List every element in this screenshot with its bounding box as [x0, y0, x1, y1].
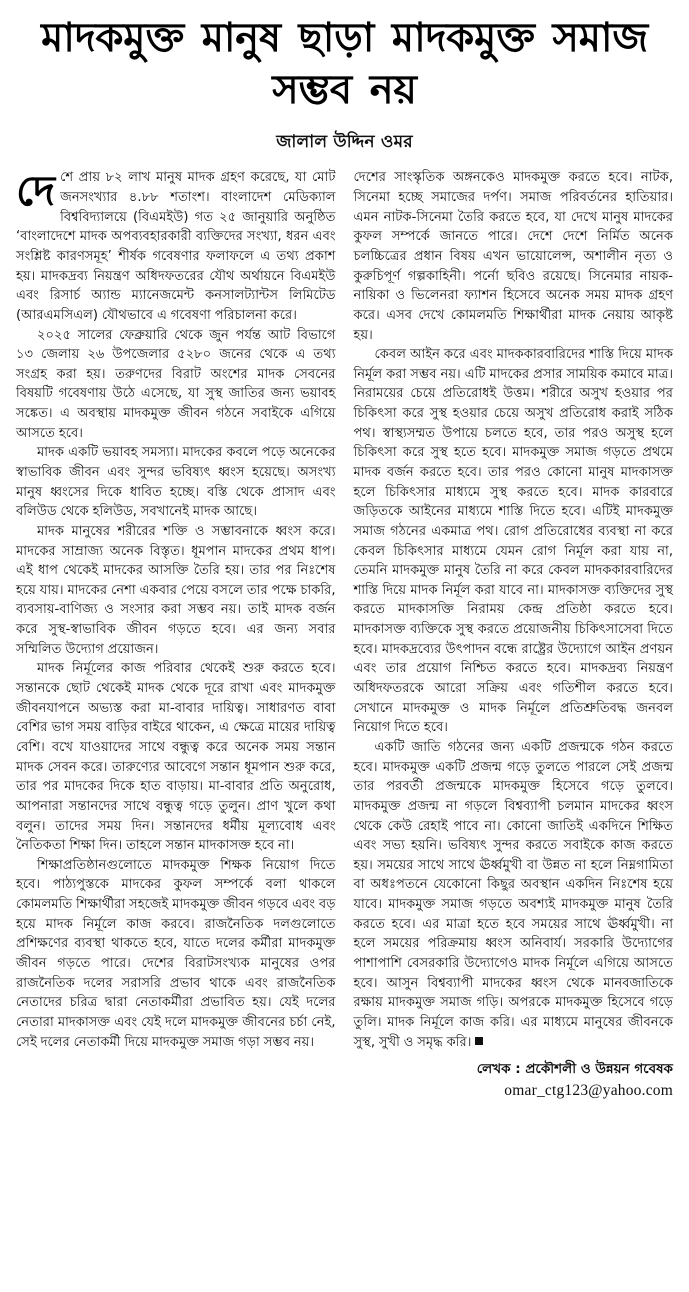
- paragraph-text: মাদক মানুষের শরীরের শক্তি ও সম্ভাবনাকে ধ্বংস করে। মাদকের সাম্রাজ্য অনেক বিস্তৃত। ধূমপান মাদকের প্রথম ধাপ। এই ধাপ থেকেই মাদকের আসক্তি তৈরি হয়। তার পর নিঃশেষ হয়ে যায়। মাদকের নেশা একবার পেয়ে বসলে তার পক্ষে চাকরি, ব্যবসায়-বাণিজ্য ও সংসার করা সম্ভব নয়। তাই মাদক বর্জন করে সুস্থ-স্বাভাবিক জীবন গড়তে হবে। এর জন্য সবার সম্মিলিত উদ্যোগ প্রয়োজন।: [16, 523, 336, 657]
- paragraph-text: মাদক একটি ভয়াবহ সমস্যা। মাদকের কবলে পড়ে অনেকের স্বাভাবিক জীবন এবং সুন্দর ভবিষ্যৎ ধ্বংস হয়েছে। অসংখ্য মানুষ ধ্বংসের দিকে ধাবিত হচ্ছে। বস্তি থেকে প্রাসাদ এবং বলিউড থেকে হলিউড, সবখানেই মাদক আছে।: [16, 445, 336, 520]
- page-title: মাদকমুক্ত মানুষ ছাড়া মাদকমুক্ত সমাজ সম্ভব নয়: [41, 15, 648, 113]
- author-byline: জালাল উদ্দিন ওমর: [276, 132, 413, 152]
- paragraph: [16, 443, 336, 522]
- paragraph: [16, 522, 336, 659]
- paragraph: [16, 659, 336, 855]
- column-left: [16, 168, 336, 1052]
- paragraph-text: একটি জাতি গঠনের জন্য একটি প্রজন্মকে গঠন করতে হবে। মাদকমুক্ত একটি প্রজন্ম গড়ে তুলতে পারলে সেই প্রজন্ম তার পরবর্তী প্রজন্মকে মাদকমুক্ত হিসেবে গড়ে তুলবে। মাদকমুক্ত প্রজন্ম না গড়লে বিশ্বব্যাপী চলমান মাদকের ধ্বংস থেকে কেউ রেহাই পাবে না। কোনো জাতিই একদিনে শিক্ষিত এবং সভ্য হয়নি। ভবিষ্যৎ সুন্দর করতে সবাইকে কাজ করতে হয়। সময়ের সাথে সাথে ঊর্ধ্বমুখী বা উন্নত না হলে নিম্নগামিতা বা অধঃপতনে যেকোনো কিছুর অবস্থান একদিন নিঃশেষ হয়ে যাবে। মাদকমুক্ত সমাজ গড়তে অবশ্যই মাদকমুক্ত মানুষ তৈরি করতে হবে। এর মাত্রা হতে হবে সময়ের সাথে ঊর্ধ্বমুখী। না হলে সময়ের পরিক্রমায় ধ্বংস অনিবার্য। সরকারি উদ্যোগের পাশাপাশি বেসরকারি উদ্যোগেও মাদক নির্মূলে এগিয়ে আসতে হবে। আসুন বিশ্বব্যাপী মাদকের ধ্বংস থেকে মানবজাতিকে রক্ষায় মাদকমুক্ত সমাজ গড়ি। অপরকে মাদকমুক্ত হিসেবে গড়ে তুলি। মাদক নির্মূলে কাজ করি। এর মাধ্যমে মানুষের জীবনকে সুস্থ, সুখী ও সমৃদ্ধ করি।: [353, 739, 673, 1050]
- paragraph: [16, 856, 336, 1052]
- drop-cap: দে: [16, 166, 56, 216]
- masthead: [0, 0, 689, 152]
- paragraph: [354, 168, 674, 345]
- author-credit: লেখক : প্রকৌশলী ও উন্নয়ন গবেষক: [476, 1061, 673, 1078]
- paragraph-text: ২০২৫ সালের ফেব্রুয়ারি থেকে জুন পর্যন্ত আট বিভাগে ১৩ জেলায় ২৬ উপজেলার ৫২৮০ জনের থেকে এ তথ্য সংগ্রহ করা হয়। তরুণদের বিরাট অংশের মাদক সেবনের বিষয়টি গবেষণায় উঠে এসেছে, যা সুস্থ জাতির জন্য ভয়াবহ সঙ্কেত। এ অবস্থায় মাদকমুক্ত জীবন গঠনে সবাইকে এগিয়ে আসতে হবে।: [16, 327, 336, 441]
- paragraph: [354, 738, 674, 1052]
- paragraph-text: কেবল আইন করে এবং মাদককারবারিদের শাস্তি দিয়ে মাদক নির্মূল করা সম্ভব নয়। এটি মাদকের প্রসার সাময়িক কমাবে মাত্র। নিরাময়ের চেয়ে প্রতিরোধই উত্তম। শরীরে অসুখ হওয়ার পর চিকিৎসা করে সুস্থ হওয়ার চেয়ে অসুখ প্রতিরোধ করাই সঠিক পথ। স্বাস্থ্যসম্মত উপায়ে চলতে হবে, তার পরও অসুস্থ হলে চিকিৎসা করে সুস্থ হতে হবে। মাদকমুক্ত সমাজ গড়তে প্রথমে মাদক বর্জন করতে হবে। তার পরও কোনো মানুষ মাদকাসক্ত হলে চিকিৎসার মাধ্যমে সুস্থ করতে হবে। মাদক কারবারে জড়িতকে আইনের মাধ্যমে শাস্তি দিতে হবে। এটিই মাদকমুক্ত সমাজ গঠনের একমাত্র পথ। রোগ প্রতিরোধের ব্যবস্থা না করে কেবল চিকিৎসার মাধ্যমে যেমন রোগ নির্মূল করা যায় না, তেমনি মাদকমুক্ত মানুষ তৈরি না করে কেবল মাদককারবারিদের শাস্তি দিয়ে মাদক নির্মূল করা যাবে না। মাদকাসক্ত ব্যক্তিদের সুস্থ করতে মাদকাসক্তি নিরাময় কেন্দ্র প্রতিষ্ঠা করতে হবে। মাদকাসক্ত ব্যক্তিকে সুস্থ করতে প্রয়োজনীয় চিকিৎসাসেবা দিতে হবে। মাদকদ্রব্যের উৎপাদন বন্ধে রাষ্ট্রের উদ্যোগে আইন প্রণয়ন এবং তার প্রয়োগ নিশ্চিত করতে হবে। মাদকদ্রব্য নিয়ন্ত্রণ অধিদফতরকে আরো সক্রিয় এবং গতিশীল করতে হবে। সেখানে মাদকমুক্ত ও মাদক নির্মূলে প্রতিশ্রুতিবদ্ধ জনবল নিয়োগ দিতে হবে।: [353, 347, 673, 736]
- paragraph: [354, 345, 674, 738]
- author-email: omar_ctg123@yahoo.com: [504, 1081, 673, 1099]
- column-right: [354, 168, 674, 1101]
- paragraph-text: শিক্ষাপ্রতিষ্ঠানগুলোতে মাদকমুক্ত শিক্ষক নিয়োগ দিতে হবে। পাঠ্যপুস্তকে মাদকের কুফল সম্পর্কে বলা থাকলে কোমলমতি শিক্ষার্থীরা সহজেই মাদকমুক্ত জীবন গড়বে এবং বড় হয়ে মাদক নির্মূলে কাজ করবে। রাজনৈতিক দলগুলোতে প্রশিক্ষণের ব্যবস্থা থাকতে হবে, যাতে দলের কর্মীরা মাদকমুক্ত জীবন গড়তে পারে। দেশের বিরাটসংখ্যক মানুষের ওপর রাজনৈতিক দলের সরাসরি প্রভাব থাকে এবং রাজনৈতিক নেতাদের চরিত্র দ্বারা নেতাকর্মীরা প্রভাবিত হয়। যেই দলের নেতারা মাদকাসক্ত এবং যেই দলে মাদকমুক্ত জীবনের চর্চা নেই, সেই দলের নেতাকর্মী দিয়ে মাদকমুক্ত সমাজ গড়া সম্ভব নয়।: [16, 857, 336, 1050]
- paragraph: [16, 326, 336, 444]
- end-of-article-mark: [475, 1037, 483, 1045]
- paragraph-text: দেশের সাংস্কৃতিক অঙ্গনকেও মাদকমুক্ত করতে হবে। নাটক, সিনেমা হচ্ছে সমাজের দর্পণ। সমাজ পরিবর্তনের হাতিয়ার। এমন নাটক-সিনেমা তৈরি করতে হবে, যা দেখে মানুষ মাদকের কুফল সম্পর্কে জানতে পারে। দেশে দেশে নির্মিত অনেক চলচ্চিত্রের প্রধান বিষয় এখন ভায়োলেন্স, অশালীন নৃত্য ও কুরুচিপূর্ণ গল্পকাহিনী। পর্নো ছবিও রয়েছে। সিনেমার নায়ক-নায়িকা ও ভিলেনরা ফ্যাশন হিসেবে অনেক সময় মাদক গ্রহণ করে। এসব দেখে কোমলমতি শিক্ষার্থীরা মাদক নেয়ায় আকৃষ্ট হয়।: [353, 170, 673, 343]
- paragraph-text: মাদক নির্মূলের কাজ পরিবার থেকেই শুরু করতে হবে। সন্তানকে ছোট থেকেই মাদক থেকে দূরে রাখা এবং মাদকমুক্ত জীবনযাপনে অভ্যস্ত করা মা-বাবার দায়িত্ব। সাধারণত বাবা বেশির ভাগ সময় বাড়ির বাইরে থাকেন, এ ক্ষেত্রে মায়ের দায়িত্ব বেশি। বখে যাওয়াদের সাথে বন্ধুত্ব করে অনেক সময় সন্তান মাদক সেবন করে। তারুণ্যের আবেগে সন্তান ধূমপান শুরু করে, তার পর মাদকের দিকে হাত বাড়ায়। মা-বাবার প্রতি অনুরোধ, আপনারা সন্তানদের সাথে বন্ধুত্ব গড়ে তুলুন। প্রাণ খুলে কথা বলুন। তাদের সময় দিন। সন্তানদের ধর্মীয় মূল্যবোধ এবং নৈতিকতা শিক্ষা দিন। তাহলে সন্তান মাদকাসক্ত হবে না।: [16, 661, 336, 854]
- paragraph-text: শে প্রায় ৮২ লাখ মানুষ মাদক গ্রহণ করেছে, যা মোট জনসংখ্যার ৪.৮৮ শতাংশ। বাংলাদেশ মেডিক্যাল বিশ্ববিদ্যালয়ে (বিএমইউ) গত ২৫ জানুয়ারি অনুষ্ঠিত ‘বাংলাদেশে মাদক অপব্যবহারকারী ব্যক্তিদের সংখ্যা, ধরন এবং সংশ্লিষ্ট কারণসমূহ’ শীর্ষক গবেষণার ফলাফলে এ তথ্য প্রকাশ হয়। মাদকদ্রব্য নিয়ন্ত্রণ অধিদফতরের যৌথ অর্থায়নে বিএমইউ এবং রিসার্চ অ্যান্ড ম্যানেজমেন্ট কনসালট্যান্টস লিমিটেড (আরএমসিএল) যৌথভাবে এ গবেষণা পরিচালনা করে।: [16, 170, 336, 323]
- paragraph: [16, 168, 336, 325]
- article-body: [0, 152, 689, 1101]
